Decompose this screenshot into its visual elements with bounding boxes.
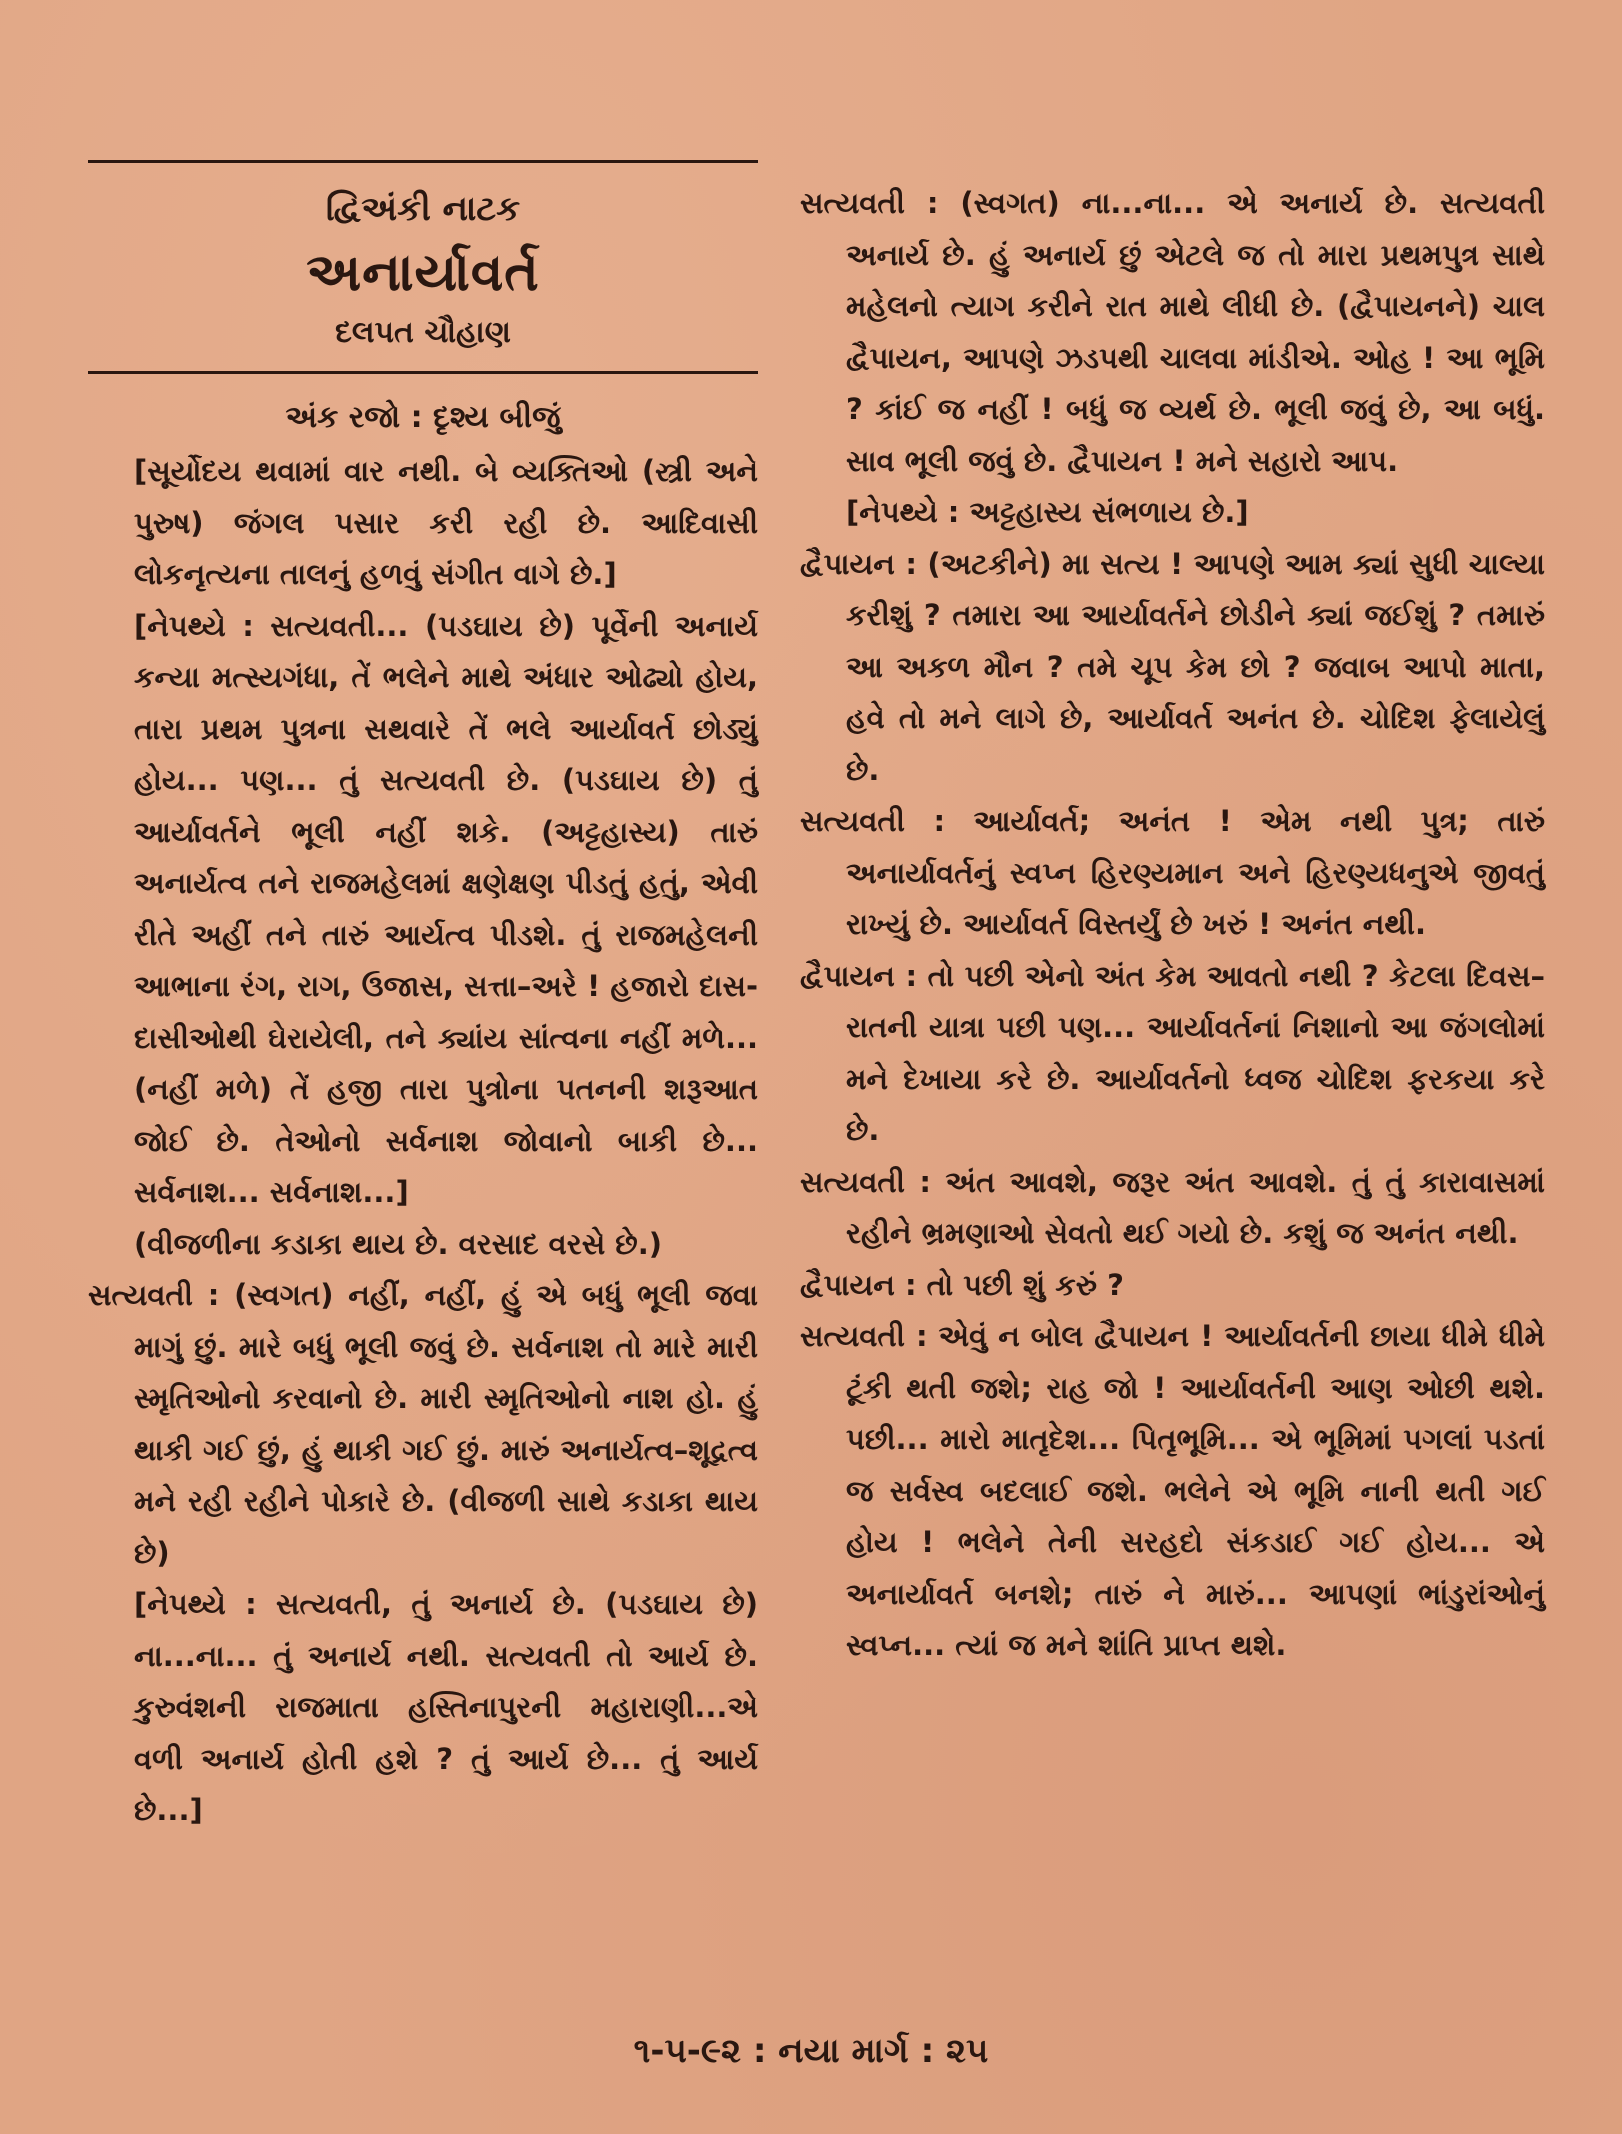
title-rule bbox=[88, 371, 758, 374]
dialogue-paragraph: સત્યવતી : આર્યાવર્ત; અનંત ! એમ નથી પુત્ર; તારું અનાર્યાવર્તનું સ્વપ્ન હિરણ્યમાન અને હિરણ્યધનુએ જીવતું રાખ્યું છે. આર્યાવર્ત વિસ્તર્યું છે ખરું ! અનંત નથી. bbox=[800, 804, 1545, 941]
left-column bbox=[88, 160, 758, 1837]
article-author: દલપત ચૌહાણ bbox=[335, 315, 511, 350]
right-column bbox=[800, 178, 1545, 1672]
dialogue-paragraph: દ્વૈપાયન : તો પછી એનો અંત કેમ આવતો નથી ? કેટલા દિવસ–રાતની યાત્રા પછી પણ... આર્યાવર્તનાં નિશાનો આ જંગલોમાં મને દેખાયા કરે છે. આર્યાવર્તનો ધ્વજ ચોદિશ ફરકયા કરે છે. bbox=[800, 958, 1545, 1147]
offstage-voice: [નેપથ્યે : સત્યવતી, તું અનાર્ય છે. (પડઘાય છે) ના...ના... તું અનાર્ય નથી. સત્યવતી તો આર્ય છે. કુરુવંશની રાજમાતા હસ્તિનાપુરની મહારાણી...એ વળી અનાર્ય હોતી હશે ? તું આર્ય છે... તું આર્ય છે...] bbox=[134, 1587, 758, 1827]
offstage-voice: [નેપથ્યે : અટ્ટહાસ્ય સંભળાય છે.] bbox=[846, 495, 1249, 529]
dialogue-paragraph: સત્યવતી : અંત આવશે, જરૂર અંત આવશે. તું તું કારાવાસમાં રહીને ભ્રમણાઓ સેવતો થઈ ગયો છે. કશું જ અનંત નથી. bbox=[800, 1164, 1545, 1250]
article-title: અનાર્યાવર્ત bbox=[306, 243, 540, 303]
stage-direction: [સૂર્યોદય થવામાં વાર નથી. બે વ્યક્તિઓ (સ્ત્રી અને પુરુષ) જંગલ પસાર કરી રહી છે. આદિવાસી લોકનૃત્યના તાલનું હળવું સંગીત વાગે છે.] bbox=[134, 454, 758, 591]
top-rule bbox=[88, 160, 758, 163]
stage-direction: (વીજળીના કડાકા થાય છે. વરસાદ વરસે છે.) bbox=[134, 1226, 662, 1261]
page-footer: ૧-૫-૯૨ : નયા માર્ગ : ૨૫ bbox=[633, 2031, 989, 2071]
dialogue-paragraph: દ્વૈપાયન : તો પછી શું કરું ? bbox=[800, 1267, 1124, 1302]
dialogue-paragraph: દ્વૈપાયન : (અટકીને) મા સત્ય ! આપણે આમ ક્યાં સુધી ચાલ્યા કરીશું ? તમારા આ આર્યાવર્તને છોડીને ક્યાં જઈશું ? તમારું આ અકળ મૌન ? તમે ચૂપ કેમ છો ? જવાબ આપો માતા, હવે તો મને લાગે છે, આર્યાવર્ત અનંત છે. ચોદિશ ફેલાયેલું છે. bbox=[800, 546, 1545, 787]
dialogue-paragraph: સત્યવતી : (સ્વગત) નહીં, નહીં, હું એ બધું ભૂલી જવા માગું છું. મારે બધું ભૂલી જવું છે. સર્વનાશ તો મારે મારી સ્મૃતિઓનો કરવાનો છે. મારી સ્મૃતિઓનો નાશ હો. હું થાકી ગઈ છું, હું થાકી ગઈ છું. મારું અનાર્યત્વ–શૂદ્રત્વ મને રહી રહીને પોકારે છે. (વીજળી સાથે કડાકા થાય છે) bbox=[88, 1278, 758, 1570]
scene-heading: અંક રજો : દૃશ્ય બીજું bbox=[285, 400, 561, 435]
dialogue-paragraph: સત્યવતી : (સ્વગત) ના...ના... એ અનાર્ય છે. સત્યવતી અનાર્ય છે. હું અનાર્ય છું એટલે જ તો મારા પ્રથમપુત્ર સાથે મહેલનો ત્યાગ કરીને રાત માથે લીધી છે. (દ્વૈપાયનને) ચાલ દ્વૈપાયન, આપણે ઝડપથી ચાલવા માંડીએ. ઓહ ! આ ભૂમિ ? કાંઈ જ નહીં ! બધું જ વ્યર્થ છે. ભૂલી જવું છે, આ બધું. સાવ ભૂલી જવું છે. દ્વૈપાયન ! મને સહારો આપ. bbox=[800, 186, 1545, 478]
offstage-voice: [નેપથ્યે : સત્યવતી... (પડઘાય છે) પૂર્વેની અનાર્ય કન્યા મત્સ્યગંધા, તેં ભલેને માથે અંધાર ઓઢ્યો હોય, તારા પ્રથમ પુત્રના સથવારે તેં ભલે આર્યાવર્ત છોડ્યું હોય... પણ... તું સત્યવતી છે. (પડઘાય છે) તું આર્યાવર્તને ભૂલી નહીં શકે. (અટ્ટહાસ્ય) તારું અનાર્યત્વ તને રાજમહેલમાં ક્ષણેક્ષણ પીડતું હતું, એવી રીતે અહીં તને તારું આર્યત્વ પીડશે. તું રાજમહેલની આભાના રંગ, રાગ, ઉજાસ, સત્તા–અરે ! હજારો દાસ-દાસીઓથી ઘેરાયેલી, તને ક્યાંય સાંત્વના નહીં મળે... (નહીં મળે) તેં હજી તારા પુત્રોના પતનની શરૂઆત જોઈ છે. તેઓનો સર્વનાશ જોવાનો બાકી છે... સર્વનાશ... સર્વનાશ...] bbox=[134, 608, 758, 1209]
dialogue-paragraph: સત્યવતી : એવું ન બોલ દ્વૈપાયન ! આર્યાવર્તની છાયા ધીમે ધીમે ટૂંકી થતી જશે; રાહ જો ! આર્યાવર્તની આણ ઓછી થશે. પછી... મારો માતૃદેશ... પિતૃભૂમિ... એ ભૂમિમાં પગલાં પડતાં જ સર્વસ્વ બદલાઈ જશે. ભલેને એ ભૂમિ નાની થતી ગઈ હોય ! ભલેને તેની સરહદો સંકડાઈ ગઈ હોય... એ અનાર્યાવર્ત બનશે; તારું ને મારું... આપણાં ભાંડુરાંઓનું સ્વપ્ન... ત્યાં જ મને શાંતિ પ્રાપ્ત થશે. bbox=[800, 1319, 1545, 1662]
article-kicker: દ્વિઅંકી નાટક bbox=[325, 189, 521, 229]
